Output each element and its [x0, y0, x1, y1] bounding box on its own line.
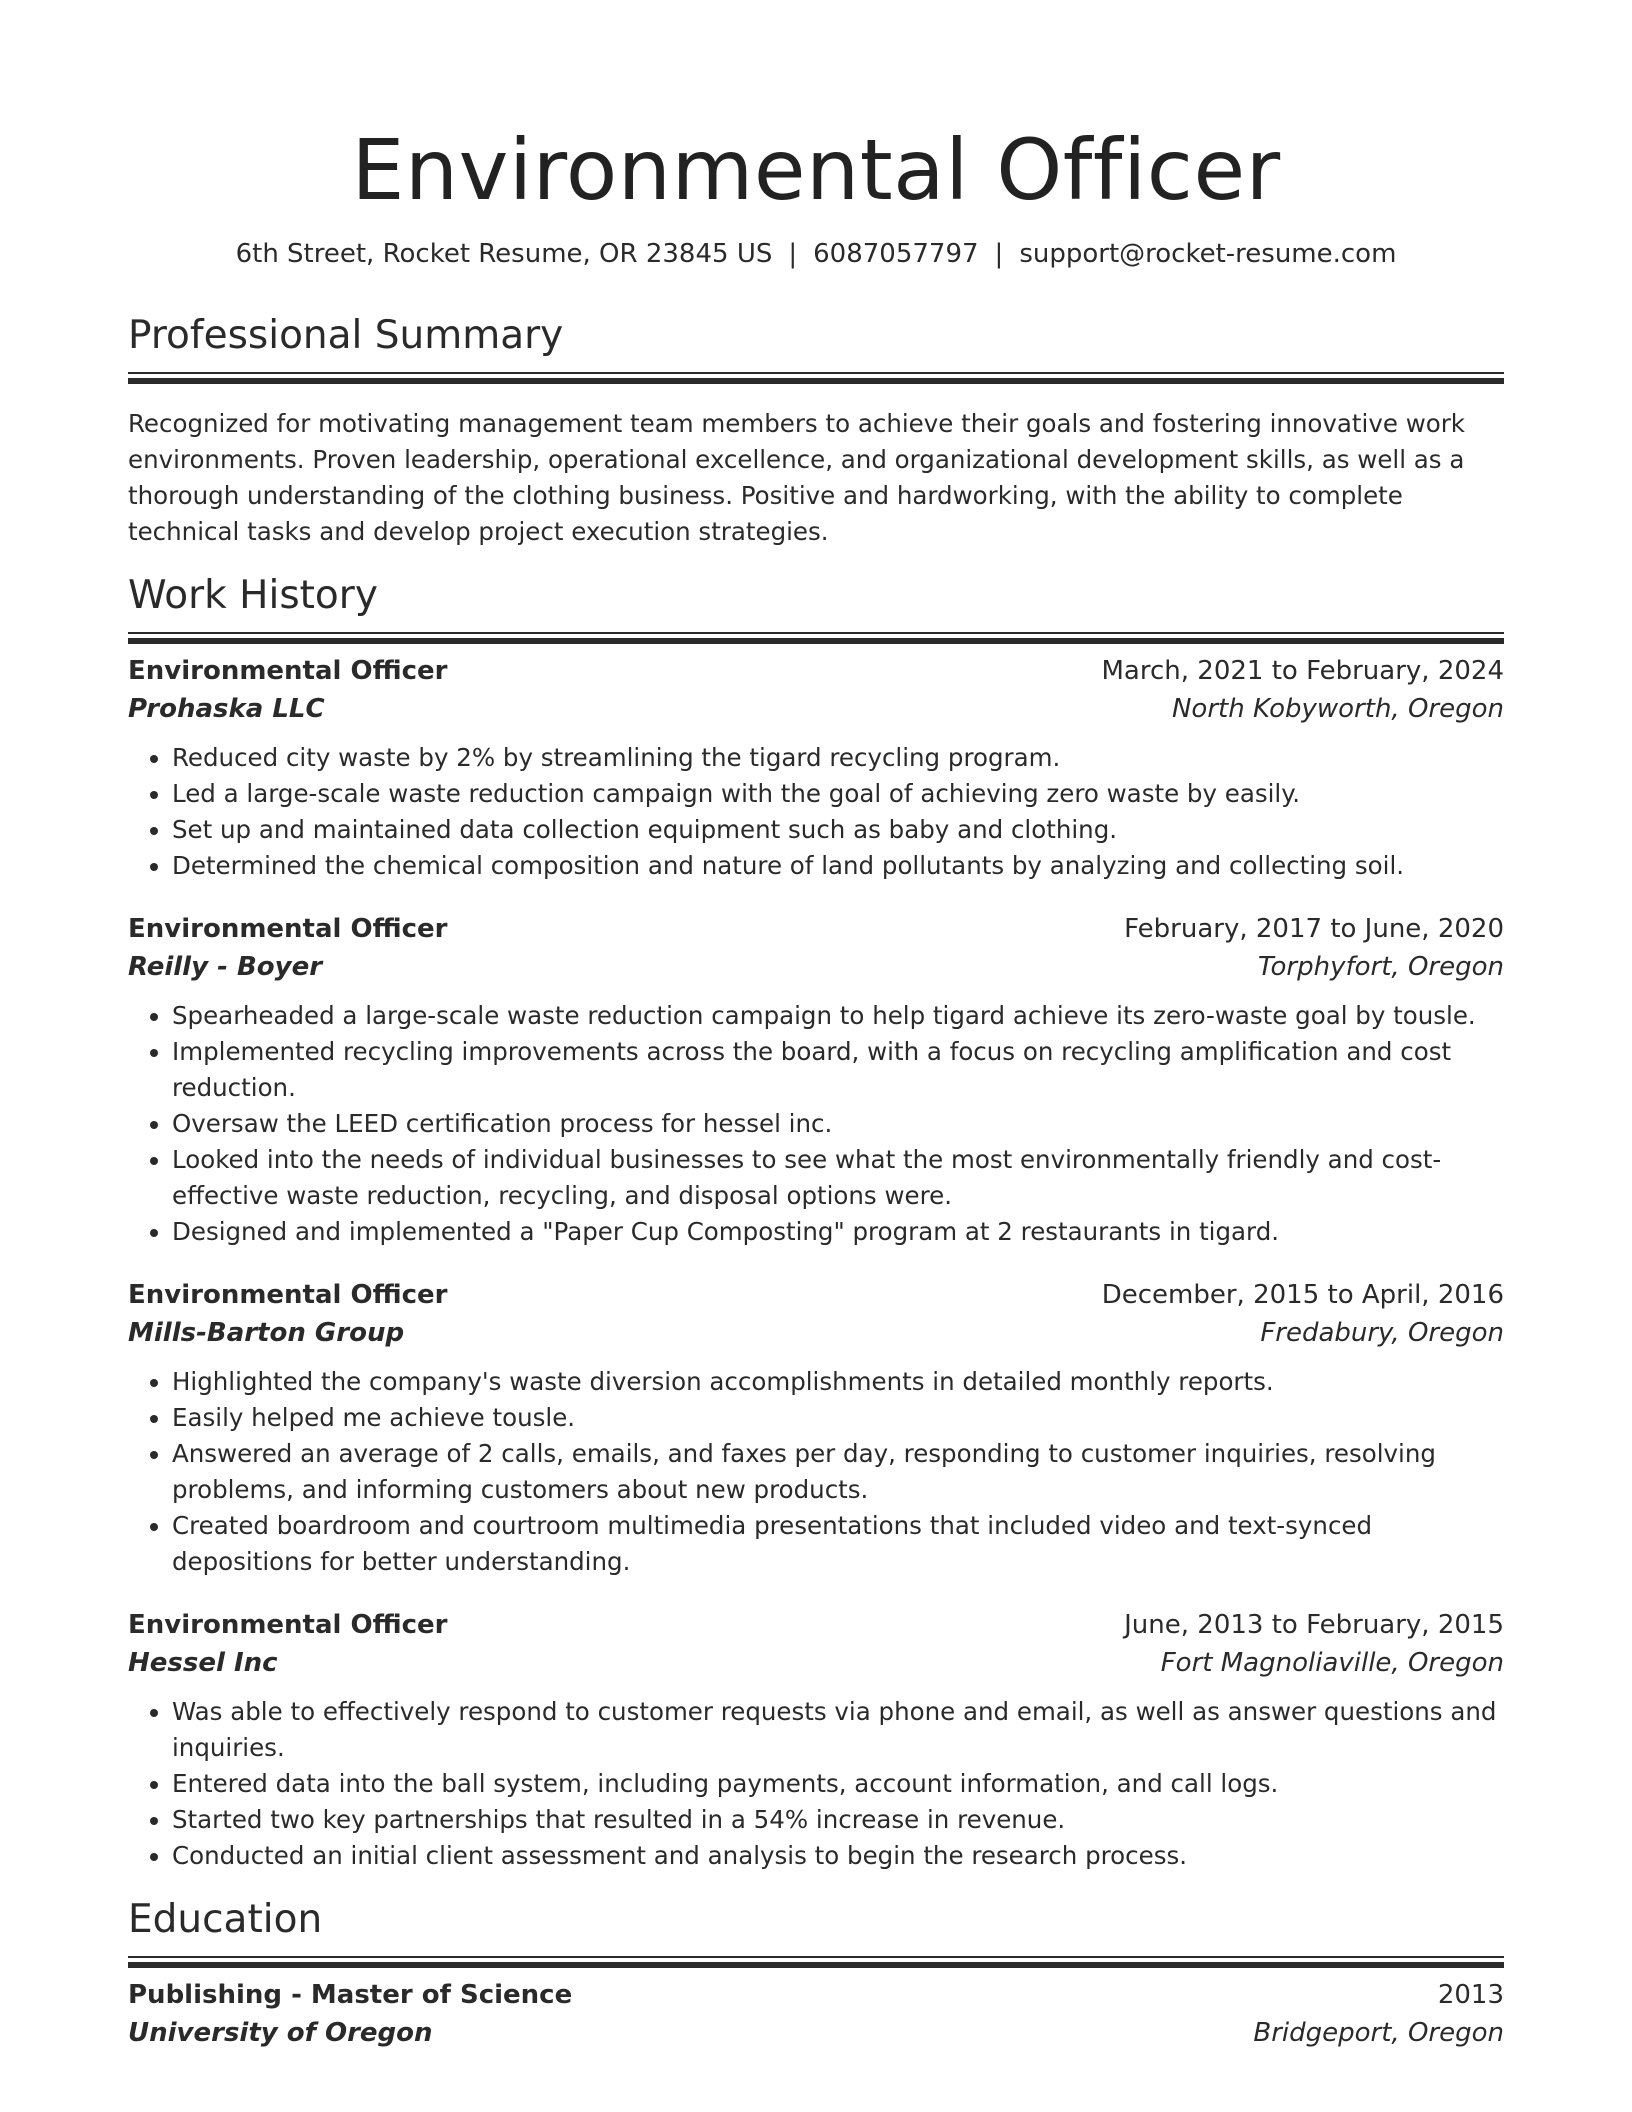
education-location: Bridgeport, Oregon — [1253, 2018, 1504, 2048]
job-bullet: • Reduced city waste by 2% by streamlining the tigard recycling program. — [172, 740, 1504, 776]
education-degree: Publishing - Master of Science — [128, 1980, 573, 2010]
job-entry — [128, 1276, 1504, 1580]
job-bullet: • Conducted an initial client assessment and analysis to begin the research process. — [172, 1838, 1504, 1874]
job-bullet: • Spearheaded a large-scale waste reduction campaign to help tigard achieve its zero-waste goal by tousle. — [172, 998, 1504, 1034]
job-bullet: • Looked into the needs of individual businesses to see what the most environmentally friendly and cost-effective waste reduction, recycling, and disposal options were. — [172, 1142, 1504, 1214]
job-title: Environmental Officer — [128, 1280, 448, 1310]
job-company: Reilly - Boyer — [128, 952, 323, 982]
job-bullet: • Led a large-scale waste reduction campaign with the goal of achieving zero waste by easily. — [172, 776, 1504, 812]
education-school-row — [128, 2014, 1504, 2052]
job-title: Environmental Officer — [128, 1610, 448, 1640]
summary-text: Recognized for motivating management team members to achieve their goals and fostering innovative work environments. Proven leadership, operational excellence, and organizational development skills, as well as a thorough understanding of the clothing business. Positive and hardworking, with the ability to complete technical tasks and develop project execution strategies. — [128, 409, 1465, 546]
job-company-row — [128, 1644, 1504, 1682]
work-history-section — [128, 570, 1504, 1874]
education-school: University of Oregon — [128, 2018, 433, 2048]
job-bullet: • Easily helped me achieve tousle. — [172, 1400, 1504, 1436]
education-entry — [128, 1976, 1504, 2052]
job-bullets — [128, 1694, 1504, 1874]
contact-separator: | — [994, 239, 1004, 269]
education-heading: Education — [128, 1897, 323, 1942]
job-location: Fredabury, Oregon — [1260, 1318, 1504, 1348]
section-divider — [128, 372, 1504, 374]
job-header-row — [128, 1606, 1504, 1644]
education-year: 2013 — [1437, 1980, 1504, 2010]
job-bullets — [128, 998, 1504, 1250]
job-header-row — [128, 652, 1504, 690]
contact-address: 6th Street, Rocket Resume, OR 23845 US — [235, 239, 773, 269]
job-title: Environmental Officer — [128, 656, 448, 686]
education-section — [128, 1894, 1504, 2052]
job-bullets — [128, 740, 1504, 884]
job-dates: June, 2013 to February, 2015 — [1124, 1610, 1504, 1640]
job-header-row — [128, 1276, 1504, 1314]
job-location: Torphyfort, Oregon — [1257, 952, 1504, 982]
work-history-heading: Work History — [128, 573, 378, 618]
summary-heading: Professional Summary — [128, 313, 564, 358]
contact-phone: 6087057797 — [813, 239, 979, 269]
section-divider — [128, 1956, 1504, 1958]
job-location: Fort Magnoliaville, Oregon — [1160, 1648, 1504, 1678]
job-entry — [128, 1606, 1504, 1874]
education-header-row — [128, 1976, 1504, 2014]
job-bullet: • Answered an average of 2 calls, emails, and faxes per day, responding to customer inquiries, resolving problems, and informing customers about new products. — [172, 1436, 1504, 1508]
job-bullet: • Implemented recycling improvements across the board, with a focus on recycling amplification and cost reduction. — [172, 1034, 1504, 1106]
job-bullet: • Designed and implemented a "Paper Cup Composting" program at 2 restaurants in tigard. — [172, 1214, 1504, 1250]
job-dates: December, 2015 to April, 2016 — [1101, 1280, 1504, 1310]
job-bullet: • Started two key partnerships that resulted in a 54% increase in revenue. — [172, 1802, 1504, 1838]
contact-line — [128, 236, 1504, 272]
job-title: Environmental Officer — [128, 914, 448, 944]
job-entry — [128, 652, 1504, 884]
job-header-row — [128, 910, 1504, 948]
job-location: North Kobyworth, Oregon — [1171, 694, 1504, 724]
job-bullet: • Determined the chemical composition and nature of land pollutants by analyzing and collecting soil. — [172, 848, 1504, 884]
resume-name: Environmental Officer — [351, 121, 1281, 219]
job-company-row — [128, 948, 1504, 986]
contact-separator: | — [788, 239, 798, 269]
job-bullet: • Entered data into the ball system, including payments, account information, and call logs. — [172, 1766, 1504, 1802]
job-company: Prohaska LLC — [128, 694, 325, 724]
summary-section — [128, 310, 1504, 550]
job-company-row — [128, 690, 1504, 728]
job-bullet: • Set up and maintained data collection equipment such as baby and clothing. — [172, 812, 1504, 848]
job-dates: February, 2017 to June, 2020 — [1124, 914, 1504, 944]
job-bullets — [128, 1364, 1504, 1580]
job-company-row — [128, 1314, 1504, 1352]
job-bullet: • Created boardroom and courtroom multimedia presentations that included video and text-synced depositions for better understanding. — [172, 1508, 1504, 1580]
section-divider — [128, 632, 1504, 634]
job-entry — [128, 910, 1504, 1250]
job-dates: March, 2021 to February, 2024 — [1101, 656, 1504, 686]
job-company: Hessel Inc — [128, 1648, 278, 1678]
job-bullet: • Was able to effectively respond to customer requests via phone and email, as well as answer questions and inquiries. — [172, 1694, 1504, 1766]
job-company: Mills-Barton Group — [128, 1318, 405, 1348]
job-bullet: • Highlighted the company's waste diversion accomplishments in detailed monthly reports. — [172, 1364, 1504, 1400]
contact-email: support@rocket-resume.com — [1019, 239, 1397, 269]
job-bullet: • Oversaw the LEED certification process for hessel inc. — [172, 1106, 1504, 1142]
